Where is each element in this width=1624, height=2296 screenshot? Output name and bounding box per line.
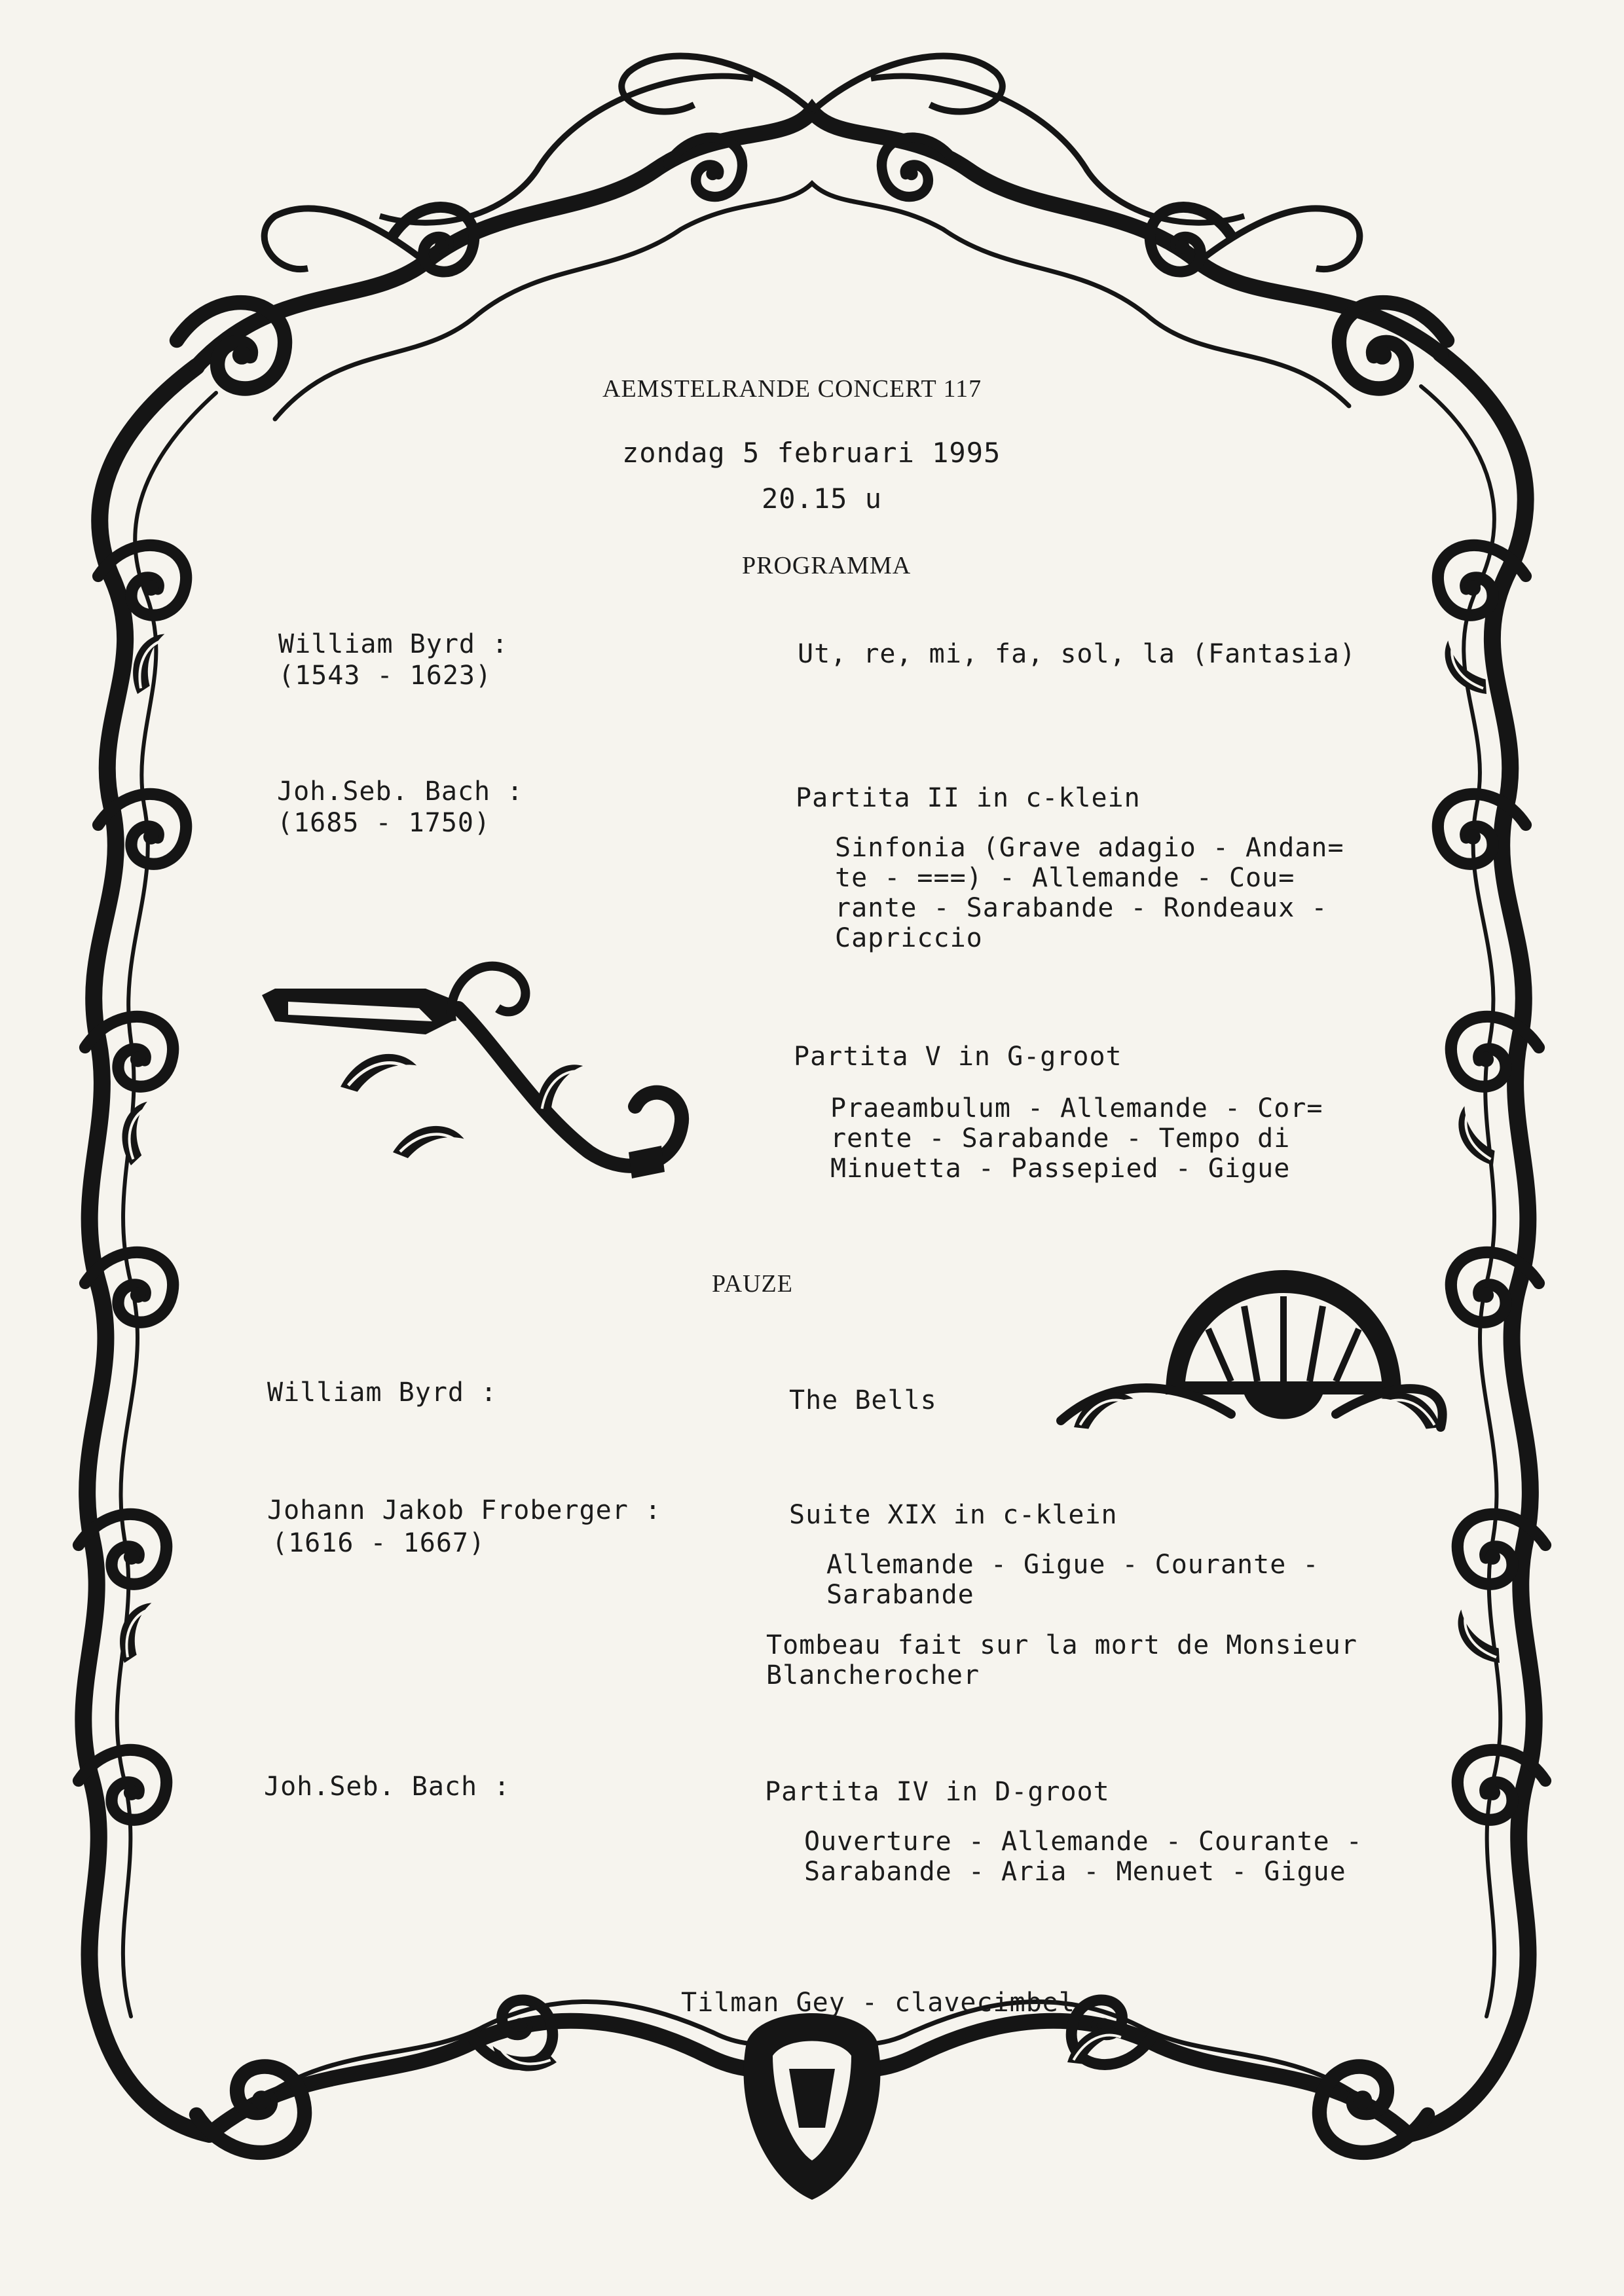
work-title: Partita IV in D-groot xyxy=(765,1777,1110,1807)
composer-years: (1616 - 1667) xyxy=(272,1528,486,1558)
bracket-ornament xyxy=(262,966,682,1178)
work-movements: Allemande - Gigue - Courante - Sarabande xyxy=(826,1550,1320,1610)
work-title: Suite XIX in c-klein xyxy=(789,1500,1118,1530)
programma-heading: PROGRAMMA xyxy=(742,552,912,579)
pauze-label: PAUZE xyxy=(712,1270,793,1298)
concert-time: 20.15 u xyxy=(762,483,883,515)
composer-name: Johann Jakob Froberger : xyxy=(267,1495,661,1525)
work-title-secondary: Tombeau fait sur la mort de Monsieur Blancherocher xyxy=(766,1630,1357,1690)
work-movements: Praeambulum - Allemande - Cor= rente - Sarabande - Tempo di Minuetta - Passepied - Gigue xyxy=(830,1093,1323,1184)
composer-years: (1543 - 1623) xyxy=(278,661,492,691)
performer-line: Tilman Gey - clavecimbel xyxy=(681,1988,1075,2018)
composer-name: William Byrd : xyxy=(267,1377,498,1408)
work-movements: Sinfonia (Grave adagio - Andan= te - ===) - Allemande - Cou= rante - Sarabande - Rondeaux - Capriccio xyxy=(835,833,1344,953)
shell-ornament xyxy=(1061,1270,1448,1433)
work-title: Partita II in c-klein xyxy=(796,783,1141,813)
concert-date: zondag 5 februari 1995 xyxy=(622,437,1001,469)
work-movements: Ouverture - Allemande - Courante - Sarabande - Aria - Menuet - Gigue xyxy=(804,1827,1363,1887)
composer-name: Joh.Seb. Bach : xyxy=(264,1772,511,1802)
composer-name: Joh.Seb. Bach : xyxy=(277,776,524,807)
work-title: Ut, re, mi, fa, sol, la (Fantasia) xyxy=(798,639,1356,669)
concert-title: AEMSTELRANDE CONCERT 117 xyxy=(602,375,982,403)
composer-years: (1685 - 1750) xyxy=(277,808,491,838)
work-title: The Bells xyxy=(789,1385,937,1415)
composer-name: William Byrd : xyxy=(278,629,509,659)
work-title: Partita V in G-groot xyxy=(794,1042,1122,1072)
